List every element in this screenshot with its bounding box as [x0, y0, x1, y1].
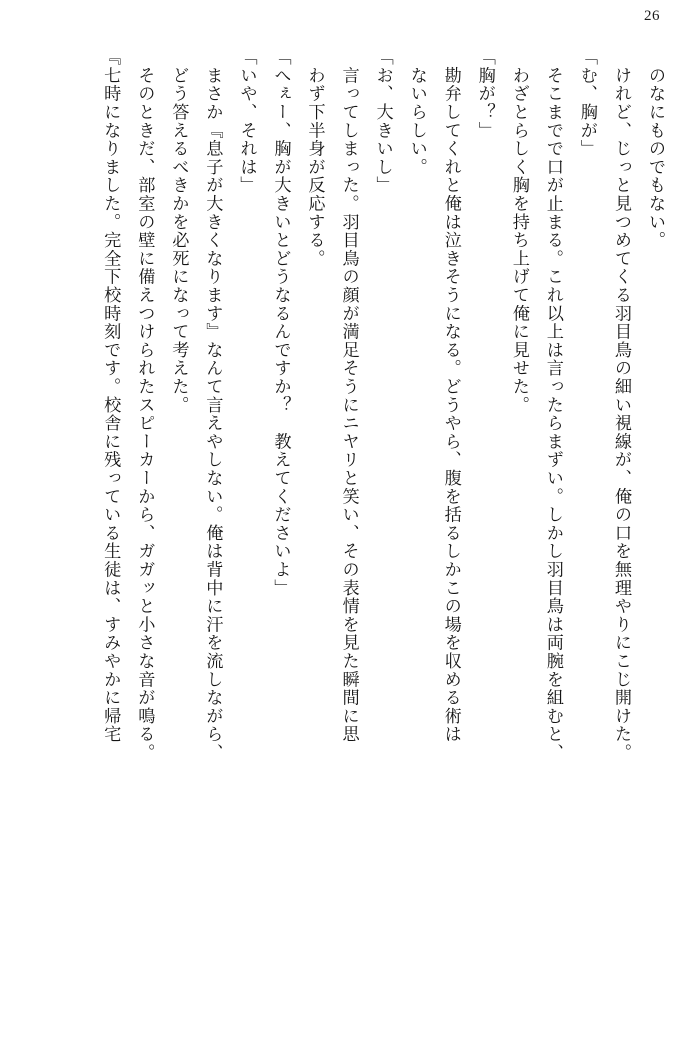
paragraph: 「む、胸が」: [577, 48, 597, 158]
paragraph: そこまでで口が止まる。これ以上は言ったらまずい。しかし羽目鳥は両腕を組むと、: [543, 48, 563, 762]
paragraph: 『七時になりました。完全下校時刻です。校舎に残っている生徒は、すみやかに帰宅: [101, 48, 121, 744]
paragraph: ないらしい。: [407, 48, 427, 177]
paragraph: わざとらしく胸を持ち上げて俺に見せた。: [509, 48, 529, 414]
paragraph: どう答えるべきかを必死になって考えた。: [169, 48, 189, 414]
paragraph: 「お、大きいし」: [373, 48, 393, 195]
paragraph: わず下半身が反応する。: [305, 48, 325, 268]
page-text-body: [30, 48, 672, 1036]
page-number: 26: [644, 8, 660, 24]
paragraph: 「へぇー、胸が大きいとどうなるんですか？ 教えてくださいよ」: [271, 48, 291, 597]
paragraph: けれど、じっと見つめてくる羽目鳥の細い視線が、俺の口を無理やりにこじ開けた。: [611, 48, 631, 762]
paragraph: のなにものでもない。: [646, 48, 665, 250]
paragraph: 勘弁してくれと俺は泣きそうになる。どうやら、腹を括るしかこの場を収める術は: [441, 48, 461, 744]
paragraph: そのときだ、部室の壁に備えつけられたスピーカーから、ガガッと小さな音が鳴る。: [135, 48, 155, 762]
paragraph: 「いや、それは」: [237, 48, 257, 195]
paragraph: 言ってしまった。羽目鳥の顔が満足そうにニヤリと笑い、その表情を見た瞬間に思: [339, 48, 359, 744]
paragraph: まさか『息子が大きくなります』なんて言えやしない。俺は背中に汗を流しながら、: [203, 48, 223, 762]
paragraph: 「胸が？」: [475, 48, 495, 140]
